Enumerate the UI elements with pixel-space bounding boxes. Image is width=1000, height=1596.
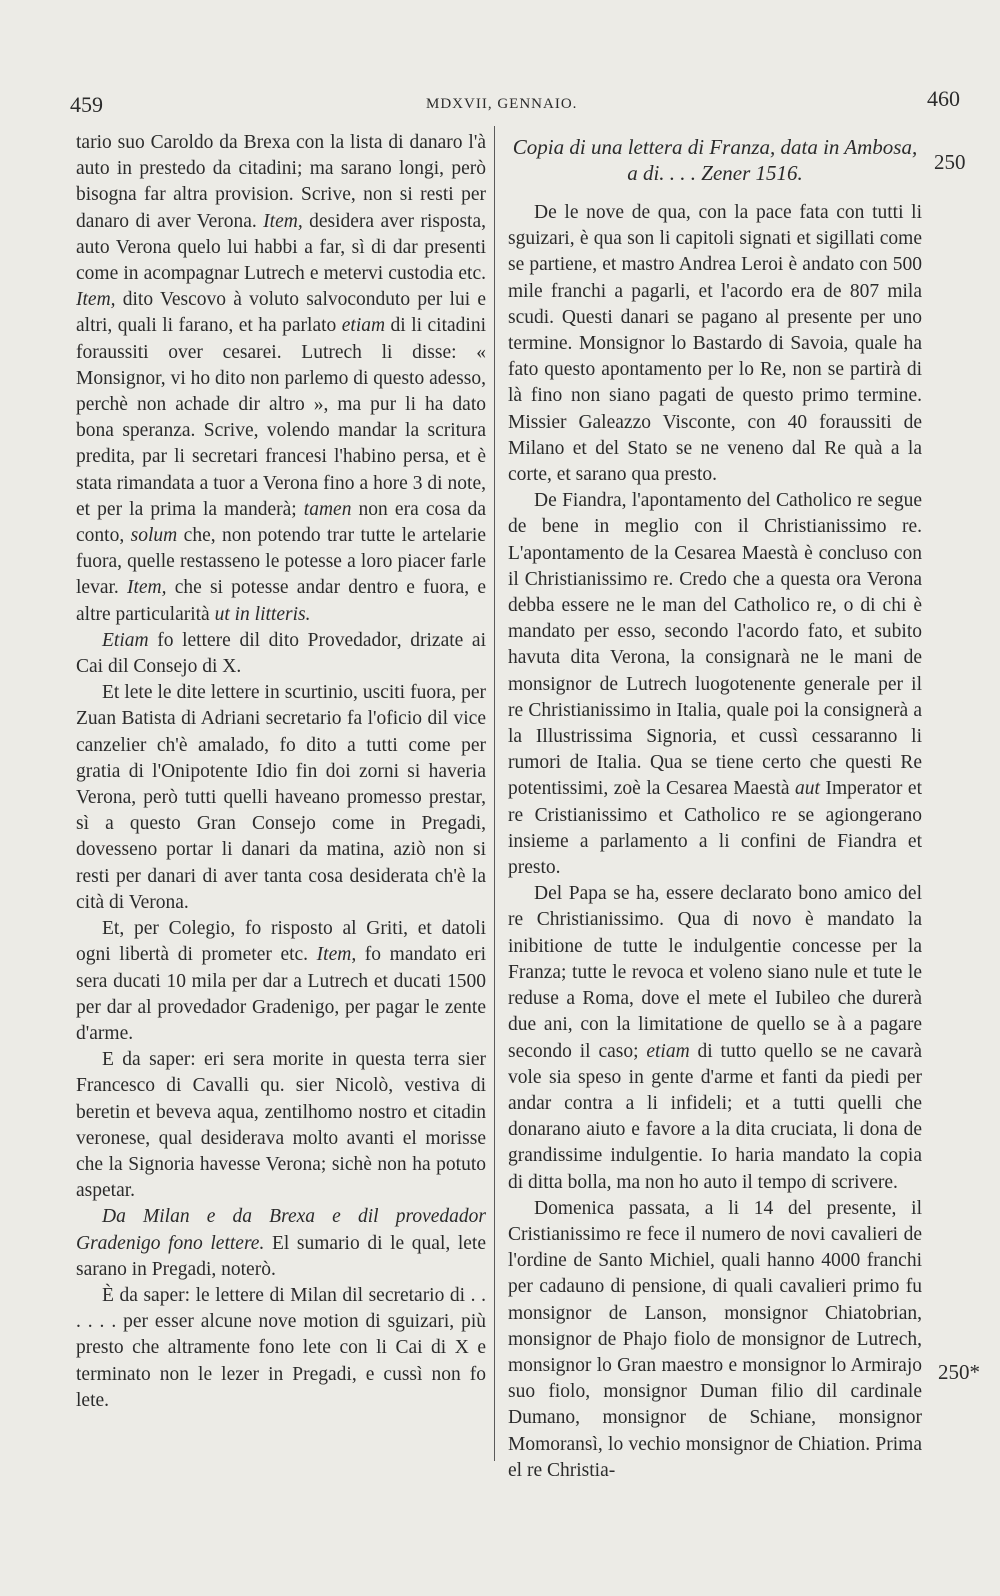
left-column	[76, 130, 486, 1414]
margin-note-bottom: 250*	[938, 1360, 980, 1384]
paragraph: Etiam fo lettere dil dito Provedador, drizate ai Cai dil Consejo di X.	[76, 629, 486, 678]
page-header	[70, 86, 960, 122]
paragraph: Del Papa se ha, essere declarato bono amico del re Christianissimo. Qua di novo è mandato la inibitione de tutte le indulgentie concesse per la Franza; tutte le revoca et voleno siano nule et tute le reduse a Roma, dove el mete el Iubileo che durerà due ani, con la limitatione de quello se à a pagare secondo il caso; etiam di tutto quello se ne cavarà vole sia speso in gente d'arme et fanti da piedi per andar contra a li infideli; et a tutti quelli che donarano aiuto e favore a la dita cruciata, li dona de grandissime indulgentie. Io haria mandato la copia di ditta bolla, ma non ho auto il tempo di scrivere.	[508, 883, 922, 1193]
paragraph: tario suo Caroldo da Brexa con la lista di danaro l'à auto in prestedo da citadini; ma sarano longi, però bisogna far altra provision. Scrive, non si resti per danaro di aver Verona. Item, desidera aver risposta, auto Verona quelo lui habbi a far, sì di dar presenti come in acompagnar Lutrech e metervi custodia etc. Item, dito Vescovo à voluto salvoconduto per lui e altri, quali li farano, et ha parlato etiam di li citadini foraussiti over cesarei. Lutrech li disse: « Monsignor, vi ho dito non parlemo di questo adesso, perchè non achade dir altro », ma pur li ha dato bona speranza. Scrive, volendo mandar la scritura predita, par li secretari francesi l'habino persa, et è stata rimandata a tuor a Verona fino a hore 3 di note, et per la prima la manderà; tamen non era cosa da conto, solum che, non potendo trar tutte le artelarie fuora, quelle restasseno le potesse a loro piacer farle levar. Item, che si potesse andar dentro e fuora, e altre particularità ut in litteris.	[76, 132, 486, 625]
paragraph: Et, per Colegio, fo risposto al Griti, et datoli ogni libertà di prometer etc. Item, fo mandato eri sera ducati 10 mila per dar a Lutrech et ducati 1500 per dar al provedador Gradenigo, per pagar le zente d'arme.	[76, 918, 486, 1044]
page-number-right: 460	[927, 86, 960, 111]
paragraph: Et lete le dite lettere in scurtinio, usciti fuora, per Zuan Batista di Adriani secretario fa l'oficio dil vice canzelier ch'è amalado, fo dito a tutti come per gratia di l'Onipotente Idio fin doi zorni si haveria Verona, però tutti quelli haveano promesso prestar, sì a questo Gran Consejo come in Pregadi, dovesseno portar li danari da matina, aziò non si resti per danari di aver tanta cosa desiderata ch'è la cità di Verona.	[76, 682, 486, 913]
paragraph: È da saper: le lettere di Milan dil secretario di . . . . . . per esser alcune nove motion di sguizari, più presto che altramente fono lete con li Cai di X e terminato non le lezer in Pregadi, e cussì non fo lete.	[76, 1284, 486, 1411]
paragraph: Da Milan e da Brexa e dil provedador Gradenigo fono lettere. El sumario di le qual, lete sarano in Pregadi, noterò.	[76, 1206, 486, 1280]
paragraph: De Fiandra, l'apontamento del Catholico re segue de bene in meglio con il Christianissimo re. L'apontamento de la Cesarea Maestà è concluso con il Christianissimo re. Credo che a questa ora Verona debba essere ne le man del Catholico re, o di chi è mandato per esso, secondo l'acordo fato, et subito havuta dita Verona, la consignarà ne le mani de monsignor de Lutrech luogotenente generale per il re Christianissimo in Italia, quale poi la consignerà a la Illustrissima Signoria, et cussì cessaranno li rumori de Italia. Qua se tiene certo che questi Re potentissimi, zoè la Cesarea Maestà aut Imperator et re Cristianissimo et Catholico re se agiongerano insieme a parlamento a li confini de Fiandra et presto.	[508, 490, 922, 879]
page-number-left: 459	[70, 92, 103, 117]
column-divider	[494, 126, 495, 1461]
right-column	[508, 130, 922, 1484]
margin-note-top: 250	[934, 150, 966, 174]
paragraph: Domenica passata, a li 14 del presente, il Cristianissimo re fece il numero de novi cavalieri de l'ordine de Santo Michiel, quali hanno 4000 franchi per cadauno di pensione, di quali cavalieri primo fu monsignor de Lanson, monsignor Chiatobrian, monsignor de Phajo fiolo de monsignor de Lutrech, monsignor lo Gran maestro e monsignor lo Armirajo suo fiolo, monsignor Duman filio dil cardinale Dumano, monsignor de Schiane, monsignor Momoransì, lo vechio monsignor de Chiation. Prima el re Christia-	[508, 1197, 922, 1481]
running-head: MDXVII, GENNAIO.	[426, 96, 578, 112]
paragraph: De le nove de qua, con la pace fata con tutti li sguizari, è qua son li capitoli signati et sigillati come se partiene, et mastro Andrea Leroi è andato con 500 mile franchi a pagarli, et l'acordo era de 807 mila scudi. Questi danari se pagano al presente per uno termine. Monsignor lo Bastardo di Savoia, quale ha fato questo apontamento per lo Re, non se partirà di là fino non siano pagati de questo primo termine. Missier Galeazzo Visconte, con 40 foraussiti de Milano et del Stato se ne veneno dal Re quà a la corte, et sarano qua presto.	[508, 202, 922, 486]
letter-heading: Copia di una lettera di Franza, data in Ambosa, a di. . . . Zener 1516.	[512, 135, 918, 185]
paragraph: E da saper: eri sera morite in questa terra sier Francesco di Cavalli qu. sier Nicolò, vestiva di beretin et beveva aqua, zentilhomo nostro et citadin veronese, qual desiderava molto avanti el morisse che la Signoria havesse Verona; sichè non ha potuto aspetar.	[76, 1049, 486, 1202]
